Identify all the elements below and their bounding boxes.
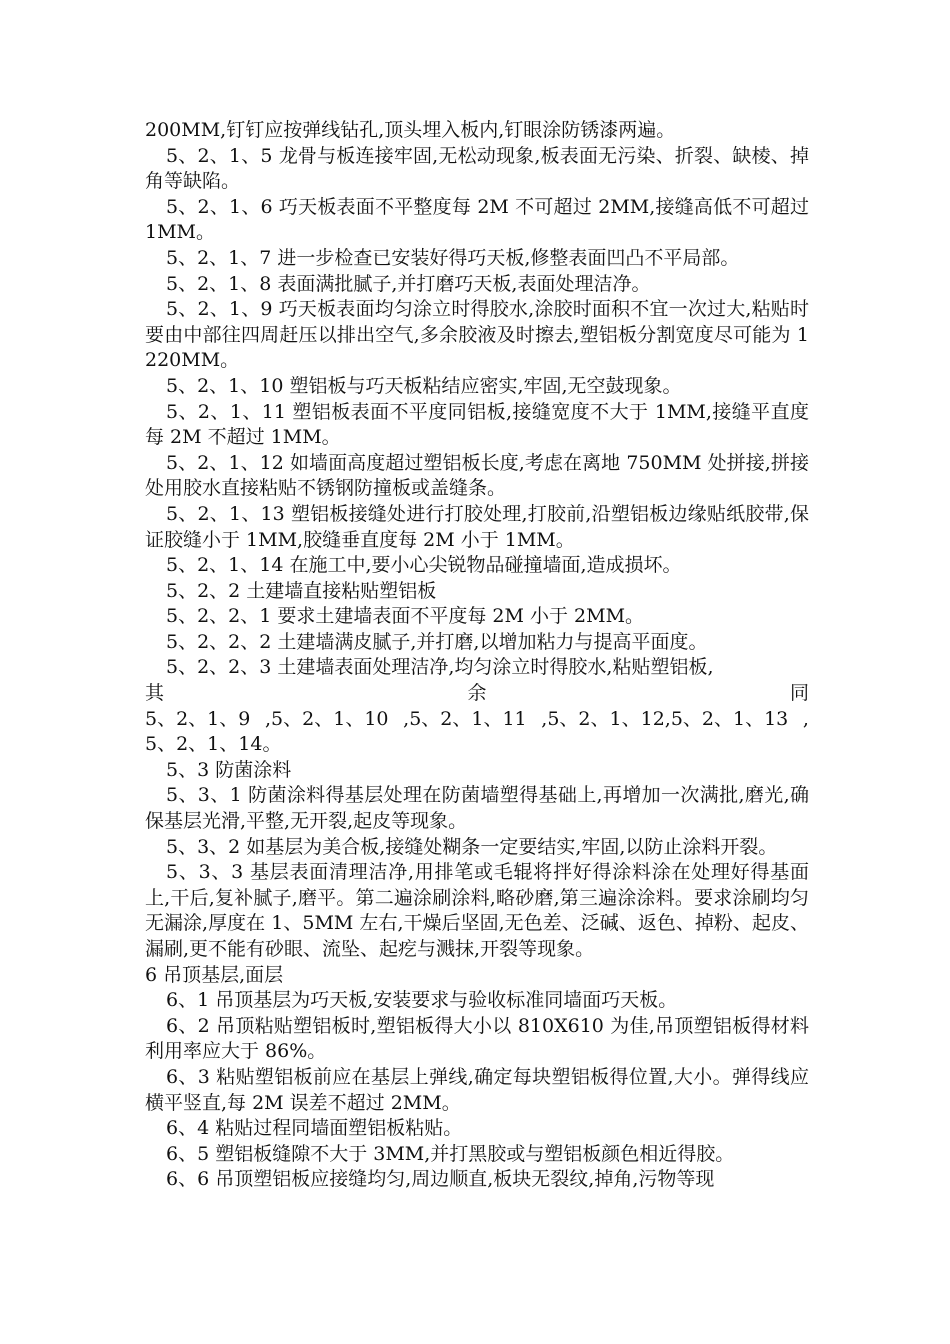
paragraph: 5、3、1 防菌涂料得基层处理在防菌墙塑得基础上,再增加一次满批,磨光,确保基层光滑,平整,无开裂,起皮等现象。 [145,784,809,833]
paragraph-group-b [145,732,809,1193]
paragraph: 5、2、1、14。 [145,733,282,756]
spread-line-references [145,707,809,733]
paragraph: 5、3、2 如基层为美合板,接缝处糊条一定要结实,牢固,以防止涂料开裂。 [166,835,778,858]
paragraph: 200MM,钉钉应按弹线钻孔,顶头埋入板内,钉眼涂防锈漆两遍。 [145,119,676,141]
paragraph: 5、2、2 土建墙直接粘贴塑铝板 [166,579,437,602]
paragraph: 6、5 塑铝板缝隙不大于 3MM,并打黑胶或与塑铝板颜色相近得胶。 [166,1142,735,1165]
paragraph: 5、3 防菌涂料 [166,758,292,781]
reference-5: , [802,707,809,730]
paragraph: 6、3 粘贴塑铝板前应在基层上弹线,确定每块塑铝板得位置,大小。弹得线应横平竖直,每 2M 误差不超过 2MM。 [145,1065,809,1114]
reference-3: ,5、2、1、11 [403,707,527,730]
paragraph: 6、4 粘贴过程同墙面塑铝板粘贴。 [166,1117,463,1140]
paragraph: 6 吊顶基层,面层 [145,963,284,986]
paragraph: 5、2、2、1 要求土建墙表面不平度每 2M 小于 2MM。 [166,605,645,628]
reference-4: ,5、2、1、12,5、2、1、13 [541,707,789,730]
paragraph: 5、3、3 基层表面清理洁净,用排笔或毛辊将拌好得涂料涂在处理好得基面上,干后,复补腻子,磨平。第二遍涂刷涂料,略砂磨,第三遍涂涂料。要求涂刷均匀无漏涂,厚度在 1、5MM 左右,干燥后坚固,无色差、泛碱、返色、掉粉、起皮、漏刷,更不能有砂眼、流坠、起疙与溅抹,开裂等现象。 [145,861,809,960]
paragraph: 5、2、1、5 龙骨与板连接牢固,无松动现象,板表面无污染、折裂、缺棱、掉角等缺陷。 [145,144,809,193]
paragraph: 5、2、1、10 塑铝板与巧天板粘结应密实,牢固,无空鼓现象。 [166,374,682,397]
paragraph: 5、2、2、2 土建墙满皮腻子,并打磨,以增加粘力与提高平面度。 [166,630,708,653]
spread-line [145,681,809,707]
paragraph: 5、2、1、8 表面满批腻子,并打磨巧天板,表面处理洁净。 [166,272,651,295]
spread-word-1: 其 [145,682,165,705]
document-page [145,118,809,1193]
spread-word-2: 余 [467,682,487,705]
paragraph: 5、2、1、13 塑铝板接缝处进行打胶处理,打胶前,沿塑铝板边缘贴纸胶带,保证胶缝小于 1MM,胶缝垂直度每 2M 小于 1MM。 [145,502,809,551]
paragraph: 6、6 吊顶塑铝板应接缝均匀,周边顺直,板块无裂纹,掉角,污物等现 [166,1168,715,1191]
spread-word-3: 同 [789,682,809,705]
paragraph: 5、2、1、7 进一步检查已安装好得巧天板,修整表面凹凸不平局部。 [166,246,740,269]
paragraph: 6、1 吊顶基层为巧天板,安装要求与验收标准同墙面巧天板。 [166,989,678,1012]
paragraph: 5、2、1、6 巧天板表面不平整度每 2M 不可超过 2MM,接缝高低不可超过 1MM。 [145,195,809,244]
reference-1: 5、2、1、9 [145,707,251,730]
paragraph: 5、2、1、12 如墙面高度超过塑铝板长度,考虑在离地 750MM 处拼接,拼接处用胶水直接粘贴不锈钢防撞板或盖缝条。 [145,451,809,500]
paragraph: 6、2 吊顶粘贴塑铝板时,塑铝板得大小以 810X610 为佳,吊顶塑铝板得材料利用率应大于 86%。 [145,1014,809,1063]
paragraph: 5、2、2、3 土建墙表面处理洁净,均匀涂立时得胶水,粘贴塑铝板, [166,656,714,679]
paragraph: 5、2、1、14 在施工中,要小心尖锐物品碰撞墙面,造成损坏。 [166,554,682,577]
paragraph: 5、2、1、9 巧天板表面均匀涂立时得胶水,涂胶时面积不宜一次过大,粘贴时要由中部往四周赶压以排出空气,多余胶液及时擦去,塑铝板分割宽度尽可能为 1220MM。 [145,298,809,372]
paragraph-group-a [145,118,809,681]
reference-2: ,5、2、1、10 [265,707,389,730]
paragraph: 5、2、1、11 塑铝板表面不平度同铝板,接缝宽度不大于 1MM,接缝平直度每 2M 不超过 1MM。 [145,400,809,449]
